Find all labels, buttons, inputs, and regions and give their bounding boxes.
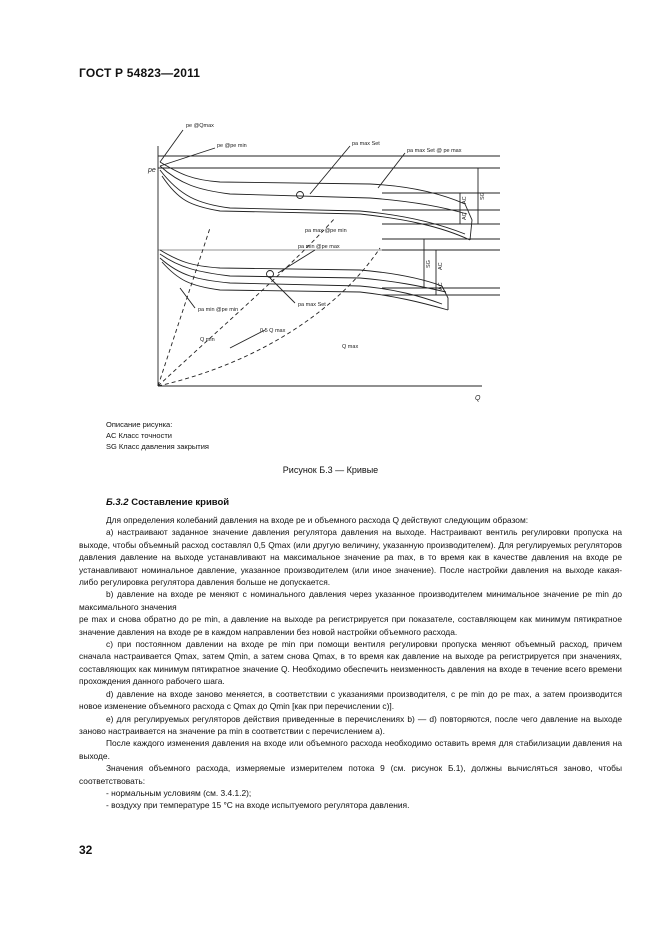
page-number: 32 <box>79 843 93 857</box>
label-ac-2: AC <box>462 212 468 220</box>
paragraph: c) при постоянном давлении на входе pe min при помощи вентиля регулировки пропуска меняют объемный расход, причем сначала настраивается Qmax, затем Qmin, а затем снова Qmax, в то время как давление на выходе pa регистрируется при значениях, составляющих как минимум пятикратное значение Q. Необходимо обеспечить неизменность давления на входе в течение всего времени прохождения данного рабочего шага. <box>79 639 622 687</box>
label-pamax-set-pemax: pa max Set @ pe max <box>407 148 462 154</box>
section-heading <box>106 497 229 508</box>
document-header: ГОСТ Р 54823—2011 <box>79 66 201 80</box>
figure-caption: Рисунок Б.3 — Кривые <box>282 465 379 475</box>
paragraph: Для определения колебаний давления на входе pe и объемного расхода Q действуют следующим образом: <box>106 515 529 525</box>
paragraph: d) давление на входе заново меняется, в соответствии с указаниями производителя, с pe min до pe max, а затем производится новое изменение объемного расхода с Qmax до Qmin [как при перечислении c)]. <box>79 688 622 712</box>
paragraph: a) настраивают заданное значение давления регулятора давления на выходе. Настраивают вентиль регулировки пропуска на выходе, чтобы объемный расход составлял 0,5 Qmax (или другую величину, указанную производителем). Для регулируемых регуляторов давления давление на выходе устанавливают на максимальное значение pa max, в то время как в качестве давления на входе pe устанавливают номинальное давление, указанное производителем (или иное значение). После настройки давления на выходе какая-либо регулировка регулятора давления больше не допускается. <box>79 527 622 588</box>
label-pamin-pemax: pa min @pe max <box>298 244 340 250</box>
label-qmax: Q max <box>342 344 359 350</box>
section-title: Составление кривой <box>131 497 230 508</box>
label-ac-3: AC <box>438 262 444 270</box>
label-pe-qmax: pe @Qmax <box>186 123 214 129</box>
label-q05max: 0,5 Q max <box>260 328 286 334</box>
label-pe-axis: pe <box>148 167 156 174</box>
paragraph: - нормальным условиям (см. 3.4.1.2); <box>106 787 252 798</box>
paragraph: - воздуху при температуре 15 °С на входе испытуемого регулятора давления. <box>106 800 410 811</box>
label-sg-2: SG <box>426 260 432 268</box>
legend-title: Описание рисунка: <box>106 420 173 429</box>
label-pamin-pemin: pa min @pe min <box>198 307 239 313</box>
label-q-axis: Q <box>475 395 481 402</box>
paragraph: e) для регулируемых регуляторов действия приведенные в перечислениях b) — d) повторяются, после чего давление на выходе заново настраивается на значение pa min в соответствии с перечислением a). <box>79 713 622 736</box>
label-qmin: Q min <box>200 337 215 343</box>
paragraph: После каждого изменения давления на входе или объемного расхода необходимо оставить время для стабилизации давления на выходе. <box>79 738 622 761</box>
label-pamax-pemin: pa max @pe min <box>305 228 347 234</box>
paragraph: pe max и снова обратно до pe min, а давление на выходе pa регистрируется при показателе, составляющем как минимум пятикратное значение давления на входе pe в каждом направлении без новой настройки объемного расхода. <box>79 614 622 637</box>
body-text <box>79 514 622 812</box>
legend-ac: AC Класс точности <box>106 431 172 440</box>
section-number: Б.3.2 <box>106 497 129 508</box>
label-pamax-set-1: pa max Set <box>352 141 380 147</box>
label-ac-4: AC <box>438 282 444 290</box>
legend-sg: SG Класс давления закрытия <box>106 442 209 451</box>
label-sg-1: SG <box>480 192 486 200</box>
label-pe-pemin: pe @pe min <box>217 143 247 149</box>
pressure-flow-figure <box>120 108 500 408</box>
paragraph: Значения объемного расхода, измеряемые измерителем потока 9 (см. рисунок Б.1), должны вычисляться заново, чтобы соответствовать: <box>79 763 622 786</box>
figure-legend <box>106 419 209 452</box>
paragraph: b) давление на входе pe меняют с номинального давления через указанное производителем минимальное значение pe min до максимального значения <box>79 589 622 612</box>
label-ac-1: AC <box>462 196 468 204</box>
label-pamax-set-2: pa max Set <box>298 302 326 308</box>
